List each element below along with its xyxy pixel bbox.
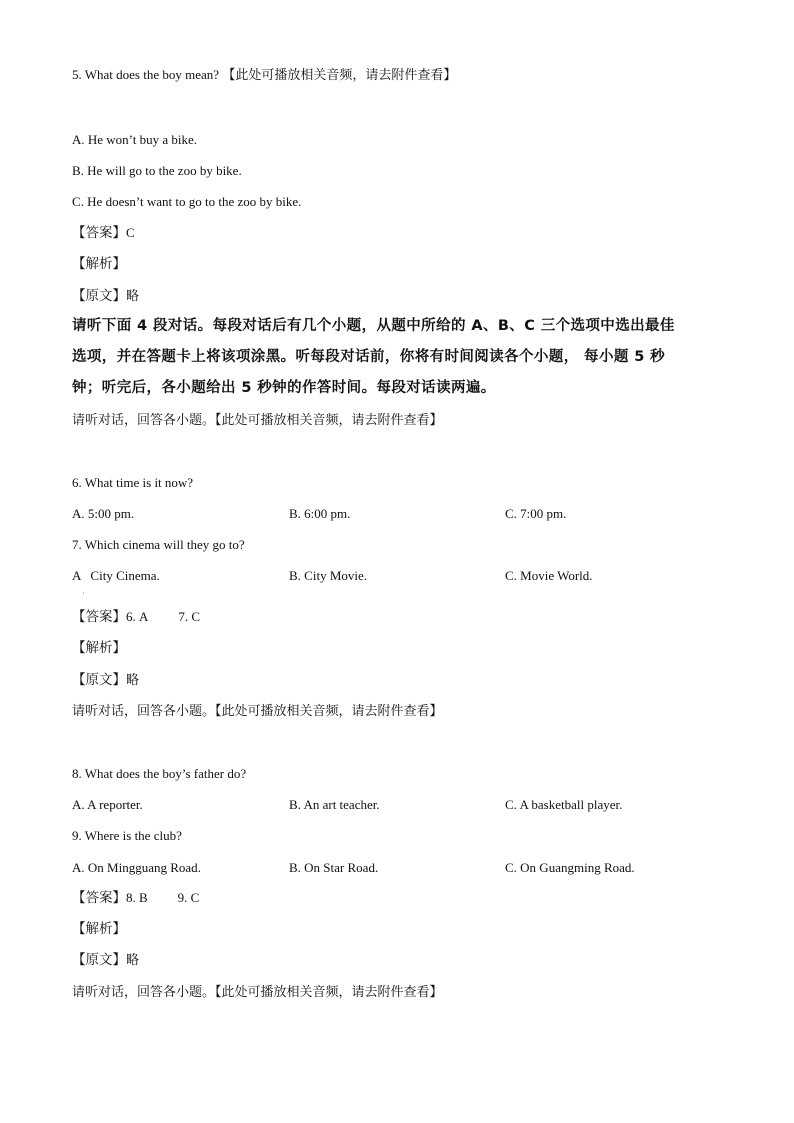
audio-note[interactable]: 【此处可播放相关音频，请去附件查看】 [222,68,457,83]
q8-question: 8. What does the boy’s father do? [72,766,247,781]
q5-option-a: A. He won’t buy a bike. [72,132,198,147]
original-tag: 【原文】 [72,288,126,304]
q6-option-b: B. 6:00 pm. [289,506,351,521]
original-value: 略 [126,673,140,688]
group2-original [72,951,139,970]
q6-option-c: C. 7:00 pm. [505,506,567,521]
group1-answer [72,608,200,626]
answer-value-7: 7. C [178,609,201,624]
group2-answer [72,889,199,907]
q5-analysis-tag: 【解析】 [72,256,126,272]
group1-intro[interactable]: 请听对话，回答各小题。【此处可播放相关音频，请去附件查看】 [72,413,443,428]
q8-option-a: A. A reporter. [72,797,143,812]
answer-value-8: 8. B [126,890,148,905]
q9-question: 9. Where is the club? [72,828,182,843]
q5-answer [72,224,135,242]
answer-value-6: 6. A [126,609,149,624]
q5-option-b: B. He will go to the zoo by bike. [72,163,242,178]
q5-question: 5. What does the boy mean? 【此处可播放相关音频，请去附件查看】 [72,67,457,83]
answer-tag: 【答案】 [72,890,126,906]
q7-option-a: A City Cinema. [72,568,160,583]
q8-option-b: B. An art teacher. [289,797,380,812]
q7-question: 7. Which cinema will they go to? [72,537,245,552]
group2-intro[interactable]: 请听对话，回答各小题。【此处可播放相关音频，请去附件查看】 [72,704,443,719]
q9-option-b: B. On Star Road. [289,860,379,875]
q9-option-c: C. On Guangming Road. [505,860,635,875]
answer-tag: 【答案】 [72,609,126,625]
q8-option-c: C. A basketball player. [505,797,623,812]
q5-option-c: C. He doesn’t want to go to the zoo by bike. [72,194,302,209]
group1-original [72,671,139,690]
section-instructions-line3: 钟；听完后，各小题给出 5 秒钟的作答时间。每段对话读两遍。 [72,380,496,396]
section-instructions-line1: 请听下面 4 段对话。每段对话后有几个小题，从题中所给的 A、B、C 三个选项中选出最佳 [72,318,675,334]
original-tag: 【原文】 [72,672,126,688]
q6-option-a: A. 5:00 pm. [72,506,135,521]
answer-value: C [126,225,135,240]
group1-analysis-tag: 【解析】 [72,640,126,656]
section-instructions-line2: 选项，并在答题卡上将该项涂黑。听每段对话前，你将有时间阅读各个小题， 每小题 5 秒 [72,349,666,365]
stray-dot: · [82,589,85,598]
answer-value-9: 9. C [177,890,200,905]
q7-option-c: C. Movie World. [505,568,593,583]
q9-option-a: A. On Mingguang Road. [72,860,201,875]
original-value: 略 [126,953,140,968]
q7-option-b: B. City Movie. [289,568,368,583]
q6-question: 6. What time is it now? [72,475,194,490]
group2-analysis-tag: 【解析】 [72,921,126,937]
group3-intro[interactable]: 请听对话，回答各小题。【此处可播放相关音频，请去附件查看】 [72,985,443,1000]
original-tag: 【原文】 [72,952,126,968]
q5-original [72,287,139,306]
answer-tag: 【答案】 [72,225,126,241]
original-value: 略 [126,289,140,304]
